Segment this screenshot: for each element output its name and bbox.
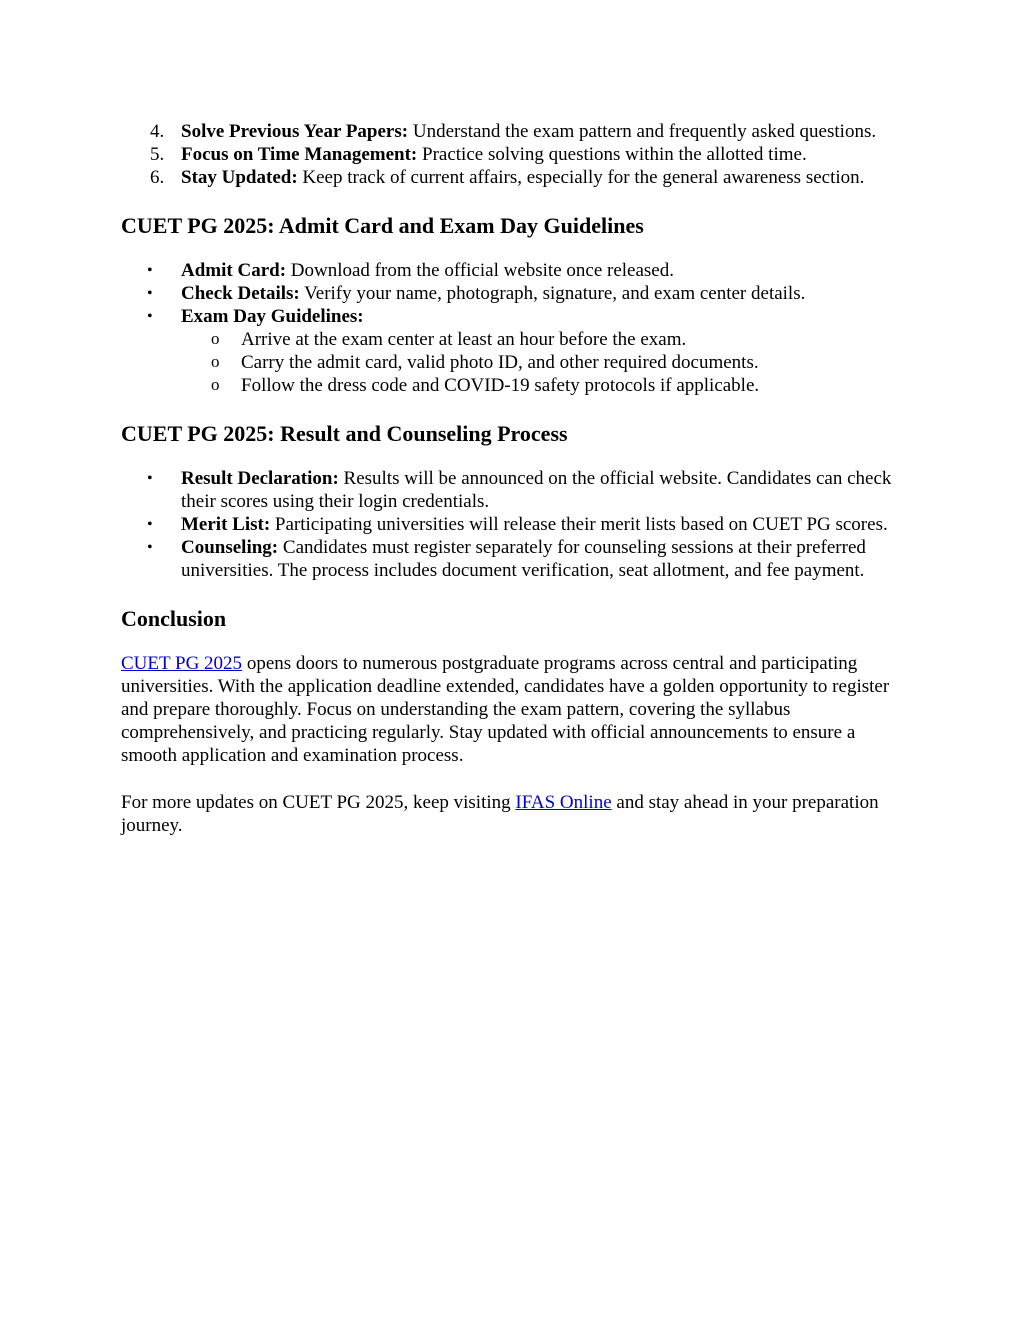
document-page (121, 120, 911, 837)
list-item (121, 143, 911, 166)
list-item (121, 467, 911, 513)
item-label: Check Details: (181, 283, 300, 304)
sub-list-item (121, 328, 911, 351)
sub-bullet-marker: o (211, 352, 220, 371)
bullet-marker: • (147, 539, 153, 556)
exam-day-guidelines-list (181, 328, 911, 397)
item-text: Download from the official website once released. (286, 260, 674, 281)
list-number: 4. (150, 121, 165, 142)
list-item (121, 120, 911, 143)
list-number: 5. (150, 144, 165, 165)
paragraph-text: For more updates on CUET PG 2025, keep visiting (121, 792, 516, 813)
ifas-online-link[interactable]: IFAS Online (515, 792, 612, 813)
result-counseling-list (121, 467, 911, 582)
item-label: Merit List: (181, 514, 271, 535)
list-item (121, 166, 911, 189)
list-item (121, 513, 911, 536)
list-item (121, 259, 911, 282)
item-label: Result Declaration: (181, 468, 339, 489)
bullet-marker: • (147, 516, 153, 533)
list-item (121, 282, 911, 305)
conclusion-paragraph (121, 652, 911, 767)
cuet-pg-2025-link[interactable]: CUET PG 2025 (121, 653, 243, 674)
sub-item-text: Follow the dress code and COVID-19 safety protocols if applicable. (241, 375, 760, 396)
bullet-marker: • (147, 308, 153, 325)
admit-card-list (121, 259, 911, 397)
sub-list-item (121, 351, 911, 374)
updates-paragraph (121, 791, 911, 837)
sub-item-text: Arrive at the exam center at least an hour before the exam. (241, 329, 687, 350)
item-label: Exam Day Guidelines: (181, 306, 364, 327)
bullet-marker: • (147, 470, 153, 487)
section-heading-result: CUET PG 2025: Result and Counseling Process (121, 421, 568, 446)
item-text: Results will be announced on the official website. Candidates can check their scores using their login credentials. (181, 468, 892, 512)
section-heading-conclusion: Conclusion (121, 606, 227, 631)
item-label: Focus on Time Management: (181, 144, 418, 165)
preparation-tips-list (121, 120, 911, 189)
paragraph-text: and stay ahead in your preparation journey. (121, 792, 879, 836)
list-item (121, 536, 911, 582)
item-label: Stay Updated: (181, 167, 298, 188)
item-text: Understand the exam pattern and frequently asked questions. (408, 121, 877, 142)
item-label: Solve Previous Year Papers: (181, 121, 409, 142)
sub-bullet-marker: o (211, 375, 220, 394)
list-number: 6. (150, 167, 165, 188)
sub-bullet-marker: o (211, 329, 220, 348)
item-text: Keep track of current affairs, especially for the general awareness section. (297, 167, 865, 188)
paragraph-text: opens doors to numerous postgraduate programs across central and participating universities. With the application deadline extended, candidates have a golden opportunity to register and prepare thoroughly. Focus on understanding the exam pattern, covering the syllabus comprehensively, and practicing regularly. Stay updated with official announcements to ensure a smooth application and examination process. (121, 653, 890, 766)
item-text: Verify your name, photograph, signature, and exam center details. (299, 283, 806, 304)
bullet-marker: • (147, 262, 153, 279)
item-text: Practice solving questions within the allotted time. (417, 144, 807, 165)
item-label: Admit Card: (181, 260, 287, 281)
section-heading-admit-card: CUET PG 2025: Admit Card and Exam Day Guidelines (121, 213, 644, 238)
list-item (121, 305, 911, 397)
item-text: Participating universities will release their merit lists based on CUET PG scores. (270, 514, 888, 535)
item-label: Counseling: (181, 537, 279, 558)
sub-item-text: Carry the admit card, valid photo ID, and other required documents. (241, 352, 759, 373)
item-text: Candidates must register separately for counseling sessions at their preferred universities. The process includes document verification, seat allotment, and fee payment. (181, 537, 866, 581)
sub-list-item (121, 374, 911, 397)
bullet-marker: • (147, 285, 153, 302)
